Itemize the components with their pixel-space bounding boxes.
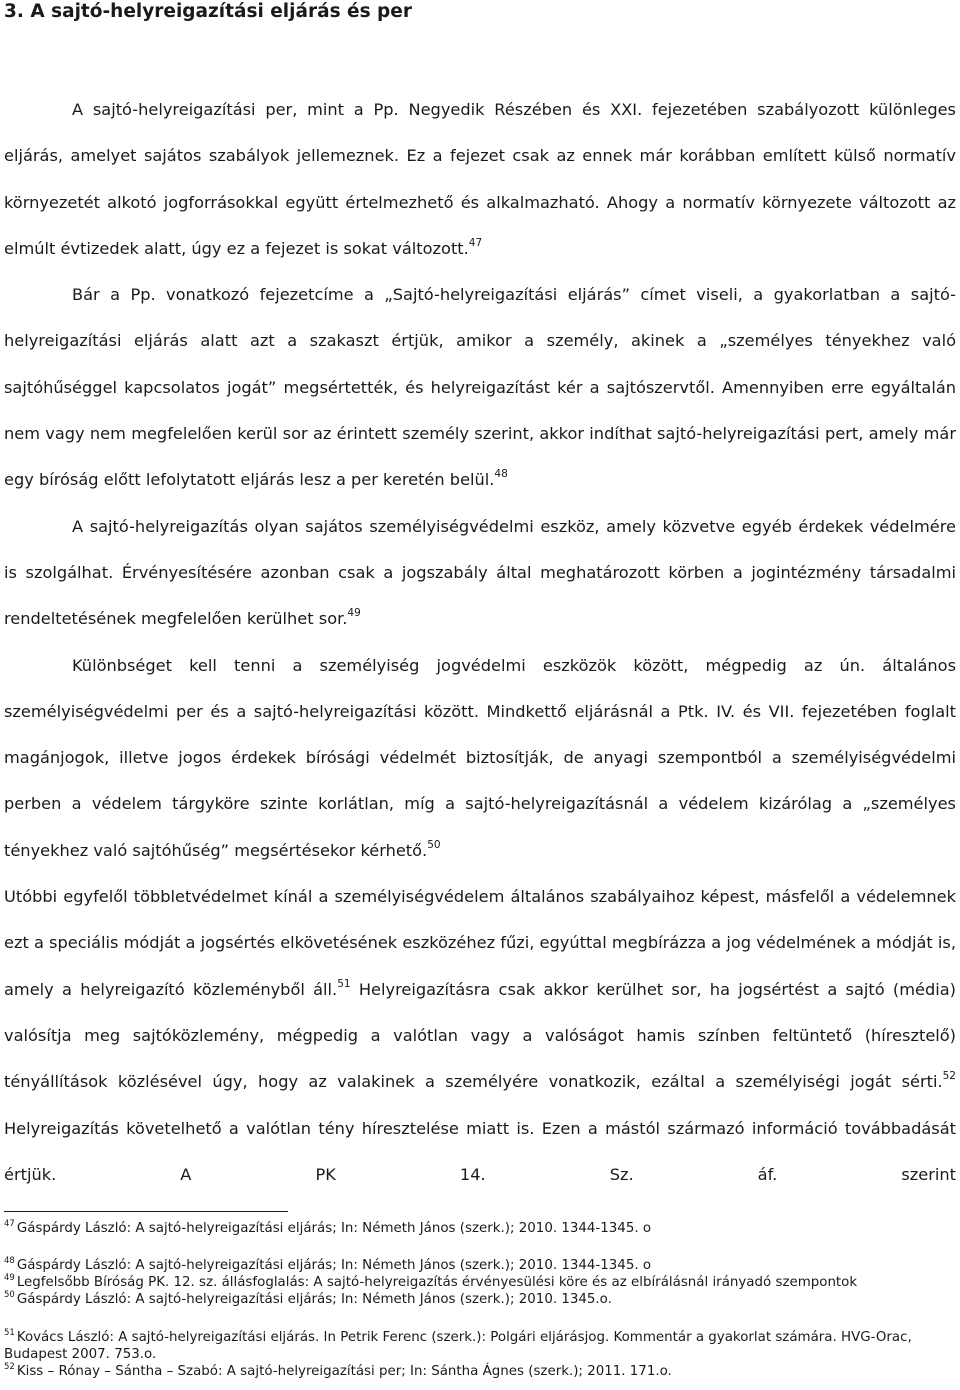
footnote [4, 1220, 956, 1237]
footnote-text: Kovács László: A sajtó-helyreigazítási eljárás. In Petrik Ferenc (szerk.): Polgári eljárásjog. Kommentár a gyakorlat számára. HVG-Orac, Budapest 2007. 753.o. [4, 1330, 912, 1362]
footnote [4, 1274, 956, 1291]
footnote-number: 49 [4, 1273, 15, 1283]
paragraph [4, 87, 956, 272]
paragraph [4, 272, 956, 503]
footnote-text: Gáspárdy László: A sajtó-helyreigazítási eljárás; In: Németh János (szerk.); 2010. 1344-1345. o [16, 1221, 652, 1236]
footnote [4, 1257, 956, 1274]
paragraph-text: Különbséget kell tenni a személyiség jogvédelmi eszközök között, mégpedig az ún. általános személyiségvédelmi per és a sajtó-helyreigazítási között. Mindkettő eljárásnál a Ptk. IV. és VII. fejezetében foglalt magánjogok, illetve jogos érdekek bírósági védelmét biztosítják, de anyagi szempontból a személyiségvédelmi perben a védelem tárgyköre szinte korlátlan, míg a sajtó-helyreigazításnál a védelem kizárólag a „személyes tényekhez való sajtóhűség” megsértésekor kérhető. [4, 655, 956, 860]
footnote-ref[interactable]: 52 [942, 1070, 956, 1083]
footnote-ref[interactable]: 47 [468, 236, 483, 249]
body-text [4, 87, 956, 1198]
footnote-ref[interactable]: 49 [347, 607, 361, 620]
paragraph [4, 874, 956, 1198]
footnote-text: Legfelsőbb Bíróság PK. 12. sz. állásfoglalás: A sajtó-helyreigazítás érvényesülési köre és az elbírálásnál irányadó szempontok [16, 1275, 858, 1290]
footnote-number: 48 [4, 1256, 15, 1266]
paragraph-text: A sajtó-helyreigazítási per, mint a Pp. Negyedik Részében és XXI. fejezetében szabályozott különleges eljárás, amelyet sajátos szabályok jellemeznek. Ez a fejezet csak az ennek már korábban említett külső normatív környezetét alkotó jogforrásokkal együtt értelmezhető és alkalmazható. Ahogy a normatív környezete változott az elmúlt évtizedek alatt, úgy ez a fejezet is sokat változott. [4, 100, 956, 258]
footnote [4, 1329, 956, 1363]
section-heading: 3. A sajtó-helyreigazítási eljárás és per [4, 1, 412, 22]
footnote-number: 50 [4, 1290, 15, 1300]
footnote-ref[interactable]: 51 [337, 977, 351, 990]
paragraph [4, 643, 956, 874]
footnote-text: Gáspárdy László: A sajtó-helyreigazítási eljárás; In: Németh János (szerk.); 2010. 1344-1345. o [16, 1258, 652, 1273]
paragraph-text: Utóbbi egyfelől többletvédelmet kínál a személyiségvédelem általános szabályaihoz képest, másfelől a védelemnek ezt a speciális módját a jogsértés elkövetésének eszközéhez fűzi, egyúttal megbírázza a jog védelmének a módját is, amely a helyreigazító közleményből áll. [4, 887, 956, 999]
footnote-number: 47 [4, 1219, 15, 1229]
footnotes [4, 1220, 956, 1380]
footnote-ref[interactable]: 50 [427, 838, 441, 851]
paragraph-text: Bár a Pp. vonatkozó fejezetcíme a „Sajtó-helyreigazítási eljárás” címet viseli, a gyakorlatban a sajtó-helyreigazítási eljárás alatt azt a szakaszt értjük, amikor a személy, akinek a „személyes tényekhez való sajtóhűséggel kapcsolatos jogát” megsértették, és helyreigazítást kér a sajtószervtől. Amennyiben erre egyáltalán nem vagy nem megfelelően kerül sor az érintett személy szerint, akkor indíthat sajtó-helyreigazítási pert, amely már egy bíróság előtt lefolytatott eljárás lesz a per keretén belül. [4, 285, 956, 490]
footnote-number: 51 [4, 1328, 15, 1338]
footnote [4, 1291, 956, 1308]
footnote-ref[interactable]: 48 [494, 468, 508, 481]
footnote-number: 52 [4, 1362, 15, 1372]
footnote-divider [4, 1211, 288, 1212]
paragraph-text: Helyreigazítás követelhető a valótlan tény híresztelése miatt is. Ezen a mástól származó információ továbbadását értjük. A PK 14. Sz. áf. szerint [4, 1118, 956, 1184]
paragraph-text: Helyreigazításra csak akkor kerülhet sor, ha jogsértést a sajtó (média) valósítja meg sajtóközlemény, mégpedig a valótlan vagy a valóságot hamis színben feltüntető (híresztelő) tényállítások közlésével úgy, hogy az valakinek a személyére vonatkozik, ezáltal a személyiségi jogát sérti. [4, 979, 956, 1092]
footnote-text: Kiss – Rónay – Sántha – Szabó: A sajtó-helyreigazítási per; In: Sántha Ágnes (szerk.); 2011. 171.o. [16, 1364, 672, 1379]
footnote-text: Gáspárdy László: A sajtó-helyreigazítási eljárás; In: Németh János (szerk.); 2010. 1345.o. [16, 1292, 612, 1307]
footnote [4, 1363, 956, 1380]
paragraph-text: A sajtó-helyreigazítás olyan sajátos személyiségvédelmi eszköz, amely közvetve egyéb érdekek védelmére is szolgálhat. Érvényesítésére azonban csak a jogszabály által meghatározott körben a jogintézmény társadalmi rendeltetésének megfelelően kerülhet sor. [4, 516, 956, 629]
paragraph [4, 504, 956, 643]
